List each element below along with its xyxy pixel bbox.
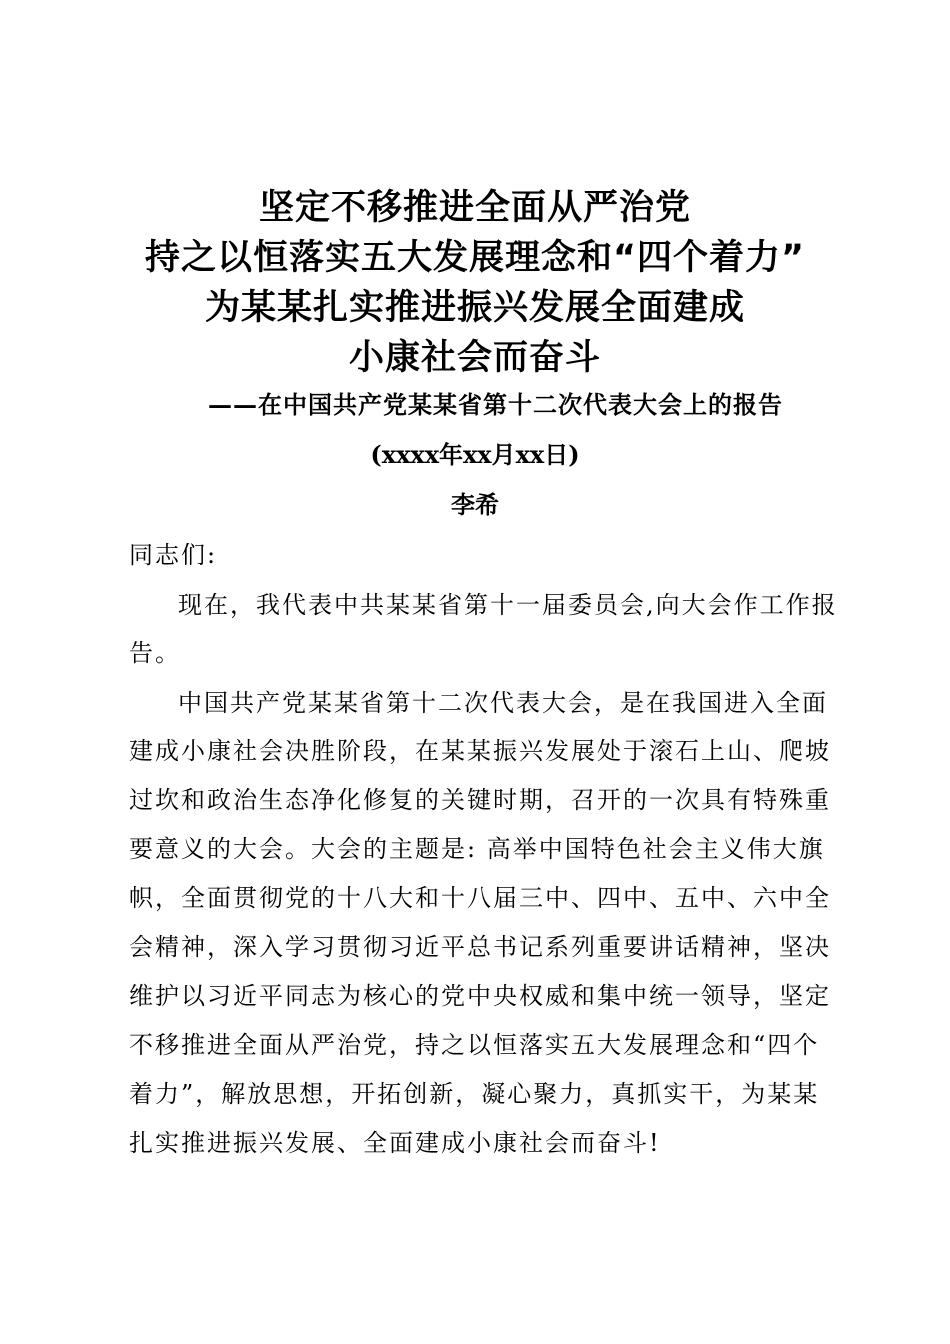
title-line-2: 持之以恒落实五大发展理念和“四个着力” [144,238,805,278]
title-line-4: 小康社会而奋斗 [348,338,601,378]
paragraph-2-line: 过坎和政治生态净化修复的关键时期，召开的一次具有特殊重 [129,786,831,814]
paragraph-2-line: 会精神，深入学习贯彻习近平总书记系列重要讲话精神，坚决 [129,933,831,961]
paragraph-2-line: 建成小康社会决胜阶段，在某某振兴发展处于滚石上山、爬坡 [129,737,831,765]
author-name: 李希 [451,490,499,519]
subtitle: ——在中国共产党某某省第十二次代表大会上的报告 [208,390,783,419]
paragraph-2-line: 帜，全面贯彻党的十八大和十八届三中、四中、五中、六中全 [129,884,831,912]
paragraph-1-line: 现在，我代表中共某某省第十一届委员会,向大会作工作报 [178,591,838,619]
paragraph-2-line: 中国共产党某某省第十二次代表大会，是在我国进入全面 [178,689,828,717]
paragraph-1-line: 告。 [129,639,181,667]
paragraph-2-line: 维护以习近平同志为核心的党中央权威和集中统一领导，坚定 [129,982,831,1010]
title-line-3: 为某某扎实推进振兴发展全面建成 [204,288,745,328]
title-line-1: 坚定不移推进全面从严治党 [258,188,691,228]
salutation: 同志们: [129,541,218,569]
report-date: (xxxx年xx月xx日) [370,440,580,469]
paragraph-2-line: 要意义的大会。大会的主题是: 高举中国特色社会主义伟大旗 [129,835,825,863]
paragraph-2-line: 不移推进全面从严治党，持之以恒落实五大发展理念和“四个 [129,1031,820,1059]
paragraph-2-line: 扎实推进振兴发展、全面建成小康社会而奋斗! [129,1129,661,1157]
paragraph-2-line: 着力”，解放思想，开拓创新，凝心聚力，真抓实干，为某某 [129,1080,820,1108]
